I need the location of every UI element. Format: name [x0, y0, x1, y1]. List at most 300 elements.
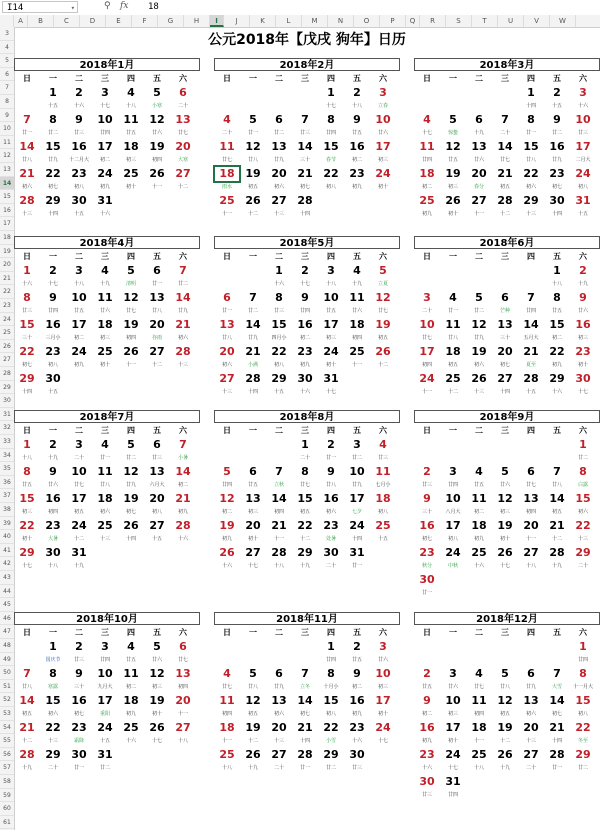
day-cell[interactable]: 10	[97, 113, 113, 126]
day-cell[interactable]: 24	[323, 345, 339, 358]
day-cell[interactable]: 23	[45, 519, 61, 532]
day-cell[interactable]: 22	[323, 721, 339, 734]
day-cell[interactable]: 9	[553, 113, 561, 126]
day-cell[interactable]: 15	[323, 140, 339, 153]
day-cell[interactable]: 28	[497, 194, 513, 207]
day-cell[interactable]: 25	[419, 194, 435, 207]
day-cell[interactable]: 28	[19, 748, 35, 761]
day-cell[interactable]: 6	[179, 640, 187, 653]
day-cell[interactable]: 21	[245, 345, 261, 358]
row-header-34[interactable]: 34	[0, 449, 14, 463]
day-cell[interactable]: 29	[297, 546, 313, 559]
day-cell[interactable]: 2	[423, 667, 431, 680]
fx-icon[interactable]: fx	[120, 1, 129, 11]
day-cell[interactable]: 5	[127, 264, 135, 277]
day-cell[interactable]: 20	[245, 519, 261, 532]
day-cell[interactable]: 28	[297, 194, 313, 207]
day-cell[interactable]: 6	[501, 291, 509, 304]
day-cell[interactable]: 23	[297, 345, 313, 358]
day-cell[interactable]: 2	[75, 86, 83, 99]
day-cell[interactable]: 28	[175, 345, 191, 358]
day-cell[interactable]: 22	[323, 167, 339, 180]
day-cell[interactable]: 27	[175, 721, 191, 734]
day-cell[interactable]: 24	[445, 748, 461, 761]
day-cell[interactable]: 2	[49, 264, 57, 277]
day-cell[interactable]: 30	[575, 372, 591, 385]
day-cell[interactable]: 29	[19, 546, 35, 559]
row-header-48[interactable]: 48	[0, 639, 14, 653]
column-header-e[interactable]: E	[106, 15, 132, 27]
day-cell[interactable]: 15	[323, 694, 339, 707]
day-cell[interactable]: 27	[523, 546, 539, 559]
day-cell[interactable]: 12	[375, 291, 391, 304]
day-cell[interactable]: 24	[71, 519, 87, 532]
day-cell[interactable]: 30	[419, 775, 435, 788]
row-header-57[interactable]: 57	[0, 761, 14, 775]
row-header-51[interactable]: 51	[0, 680, 14, 694]
day-cell[interactable]: 27	[175, 167, 191, 180]
day-cell[interactable]: 25	[375, 519, 391, 532]
day-cell[interactable]: 22	[19, 345, 35, 358]
day-cell[interactable]: 13	[149, 465, 165, 478]
day-cell[interactable]: 24	[445, 546, 461, 559]
column-header-r[interactable]: R	[420, 15, 446, 27]
day-cell[interactable]: 19	[375, 318, 391, 331]
day-cell[interactable]: 26	[471, 372, 487, 385]
day-cell[interactable]: 22	[45, 167, 61, 180]
row-header-21[interactable]: 21	[0, 272, 14, 286]
day-cell[interactable]: 19	[471, 345, 487, 358]
day-cell[interactable]: 9	[353, 113, 361, 126]
day-cell[interactable]: 1	[327, 640, 335, 653]
day-cell[interactable]: 14	[19, 140, 35, 153]
row-header-18[interactable]: 18	[0, 231, 14, 245]
day-cell[interactable]: 12	[497, 694, 513, 707]
day-cell[interactable]: 16	[419, 519, 435, 532]
day-cell[interactable]: 22	[575, 519, 591, 532]
day-cell[interactable]: 8	[23, 465, 31, 478]
row-header-27[interactable]: 27	[0, 353, 14, 367]
day-cell[interactable]: 19	[123, 492, 139, 505]
day-cell[interactable]: 11	[419, 140, 435, 153]
day-cell[interactable]: 13	[245, 492, 261, 505]
column-header-h[interactable]: H	[184, 15, 210, 27]
day-cell[interactable]: 18	[471, 721, 487, 734]
day-cell[interactable]: 20	[271, 167, 287, 180]
day-cell[interactable]: 20	[219, 345, 235, 358]
day-cell[interactable]: 1	[23, 264, 31, 277]
day-cell[interactable]: 9	[353, 667, 361, 680]
day-cell[interactable]: 15	[575, 694, 591, 707]
day-cell[interactable]: 13	[271, 140, 287, 153]
day-cell[interactable]: 23	[71, 721, 87, 734]
day-cell[interactable]: 10	[445, 492, 461, 505]
row-header-56[interactable]: 56	[0, 748, 14, 762]
column-header-s[interactable]: S	[446, 15, 472, 27]
day-cell[interactable]: 27	[245, 546, 261, 559]
day-cell[interactable]: 11	[445, 318, 461, 331]
day-cell[interactable]: 25	[349, 345, 365, 358]
row-header-6[interactable]: 6	[0, 68, 14, 82]
day-cell[interactable]: 20	[149, 492, 165, 505]
day-cell[interactable]: 29	[45, 194, 61, 207]
day-cell[interactable]: 3	[579, 86, 587, 99]
day-cell[interactable]: 8	[301, 465, 309, 478]
day-cell[interactable]: 6	[527, 667, 535, 680]
day-cell[interactable]: 10	[375, 113, 391, 126]
day-cell[interactable]: 3	[101, 640, 109, 653]
day-cell[interactable]: 9	[49, 465, 57, 478]
day-cell[interactable]: 3	[75, 264, 83, 277]
day-cell[interactable]: 5	[449, 113, 457, 126]
row-header-35[interactable]: 35	[0, 462, 14, 476]
day-cell[interactable]: 26	[375, 345, 391, 358]
day-cell[interactable]: 26	[123, 345, 139, 358]
day-cell[interactable]: 3	[423, 291, 431, 304]
day-cell[interactable]: 11	[349, 291, 365, 304]
day-cell[interactable]: 8	[275, 291, 283, 304]
day-cell[interactable]: 15	[19, 492, 35, 505]
day-cell[interactable]: 13	[471, 140, 487, 153]
day-cell[interactable]: 28	[271, 546, 287, 559]
day-cell[interactable]: 19	[497, 519, 513, 532]
day-cell[interactable]: 30	[297, 372, 313, 385]
day-cell[interactable]: 28	[19, 194, 35, 207]
day-cell[interactable]: 19	[245, 167, 261, 180]
row-header-59[interactable]: 59	[0, 789, 14, 803]
day-cell[interactable]: 21	[175, 318, 191, 331]
day-cell[interactable]: 26	[497, 546, 513, 559]
day-cell[interactable]: 11	[97, 465, 113, 478]
day-cell[interactable]: 29	[45, 748, 61, 761]
day-cell[interactable]: 3	[327, 264, 335, 277]
day-cell[interactable]: 5	[127, 438, 135, 451]
day-cell[interactable]: 23	[419, 546, 435, 559]
day-cell[interactable]: 24	[97, 167, 113, 180]
day-cell[interactable]: 14	[19, 694, 35, 707]
day-cell[interactable]: 8	[553, 291, 561, 304]
day-cell[interactable]: 24	[97, 721, 113, 734]
day-cell[interactable]: 15	[45, 140, 61, 153]
row-header-15[interactable]: 15	[0, 190, 14, 204]
row-header-7[interactable]: 7	[0, 81, 14, 95]
day-cell[interactable]: 19	[149, 694, 165, 707]
row-header-39[interactable]: 39	[0, 517, 14, 531]
row-header-54[interactable]: 54	[0, 721, 14, 735]
day-cell[interactable]: 15	[523, 140, 539, 153]
day-cell[interactable]: 23	[419, 748, 435, 761]
day-cell[interactable]: 30	[323, 546, 339, 559]
day-cell[interactable]: 22	[523, 167, 539, 180]
day-cell[interactable]: 26	[123, 519, 139, 532]
day-cell[interactable]: 10	[71, 291, 87, 304]
day-cell[interactable]: 12	[149, 113, 165, 126]
day-cell[interactable]: 7	[527, 291, 535, 304]
day-cell[interactable]: 4	[223, 113, 231, 126]
day-cell[interactable]: 16	[45, 492, 61, 505]
day-cell[interactable]: 27	[523, 748, 539, 761]
day-cell[interactable]: 1	[49, 86, 57, 99]
day-cell[interactable]: 22	[45, 721, 61, 734]
day-cell[interactable]: 15	[549, 318, 565, 331]
day-cell[interactable]: 22	[575, 721, 591, 734]
day-cell[interactable]: 13	[175, 667, 191, 680]
day-cell[interactable]: 2	[327, 438, 335, 451]
row-header-49[interactable]: 49	[0, 653, 14, 667]
day-cell[interactable]: 16	[323, 492, 339, 505]
column-header-f[interactable]: F	[132, 15, 158, 27]
day-cell[interactable]: 1	[527, 86, 535, 99]
day-cell[interactable]: 21	[297, 167, 313, 180]
row-header-46[interactable]: 46	[0, 612, 14, 626]
column-header-u[interactable]: U	[498, 15, 524, 27]
column-header-k[interactable]: K	[250, 15, 276, 27]
day-cell[interactable]: 1	[553, 264, 561, 277]
day-cell[interactable]: 24	[575, 167, 591, 180]
day-cell[interactable]: 18	[123, 140, 139, 153]
row-header-25[interactable]: 25	[0, 326, 14, 340]
day-cell[interactable]: 20	[471, 167, 487, 180]
day-cell[interactable]: 6	[223, 291, 231, 304]
row-header-3[interactable]: 3	[0, 27, 14, 41]
day-cell[interactable]: 18	[471, 519, 487, 532]
row-header-44[interactable]: 44	[0, 585, 14, 599]
day-cell[interactable]: 21	[271, 519, 287, 532]
day-cell[interactable]: 5	[249, 667, 257, 680]
name-box[interactable]	[2, 1, 78, 13]
day-cell[interactable]: 7	[301, 667, 309, 680]
day-cell[interactable]: 13	[523, 492, 539, 505]
day-cell[interactable]: 25	[123, 167, 139, 180]
day-cell[interactable]: 12	[445, 140, 461, 153]
day-cell[interactable]: 7	[553, 667, 561, 680]
row-header-13[interactable]: 13	[0, 163, 14, 177]
day-cell[interactable]: 6	[153, 438, 161, 451]
day-cell[interactable]: 10	[71, 465, 87, 478]
day-cell[interactable]: 9	[423, 694, 431, 707]
day-cell[interactable]: 26	[245, 194, 261, 207]
day-cell[interactable]: 27	[271, 748, 287, 761]
day-cell[interactable]: 30	[45, 546, 61, 559]
day-cell[interactable]: 29	[523, 194, 539, 207]
day-cell[interactable]: 31	[575, 194, 591, 207]
day-cell[interactable]: 10	[575, 113, 591, 126]
day-cell[interactable]: 8	[49, 113, 57, 126]
day-cell[interactable]: 4	[353, 264, 361, 277]
day-cell[interactable]: 14	[549, 694, 565, 707]
day-cell[interactable]: 28	[245, 372, 261, 385]
day-cell[interactable]: 9	[75, 113, 83, 126]
day-cell[interactable]: 18	[219, 721, 235, 734]
day-cell[interactable]: 19	[219, 519, 235, 532]
day-cell[interactable]: 15	[19, 318, 35, 331]
day-cell[interactable]: 13	[219, 318, 235, 331]
day-cell[interactable]: 25	[219, 748, 235, 761]
day-cell[interactable]: 28	[523, 372, 539, 385]
day-cell[interactable]: 6	[475, 113, 483, 126]
day-cell[interactable]: 16	[349, 694, 365, 707]
day-cell[interactable]: 28	[549, 546, 565, 559]
day-cell[interactable]: 2	[353, 86, 361, 99]
column-header-a[interactable]: A	[14, 15, 28, 27]
day-cell[interactable]: 21	[497, 167, 513, 180]
row-header-17[interactable]: 17	[0, 217, 14, 231]
day-cell[interactable]: 11	[97, 291, 113, 304]
day-cell[interactable]: 20	[175, 694, 191, 707]
day-cell[interactable]: 3	[379, 86, 387, 99]
day-cell[interactable]: 10	[445, 694, 461, 707]
day-cell[interactable]: 12	[219, 492, 235, 505]
day-cell[interactable]: 6	[275, 667, 283, 680]
day-cell[interactable]: 18	[419, 167, 435, 180]
day-cell[interactable]: 13	[175, 113, 191, 126]
day-cell[interactable]: 23	[575, 345, 591, 358]
day-cell[interactable]: 25	[123, 721, 139, 734]
day-cell[interactable]: 5	[153, 86, 161, 99]
day-cell[interactable]: 12	[245, 694, 261, 707]
day-cell[interactable]: 7	[501, 113, 509, 126]
day-cell[interactable]: 18	[97, 318, 113, 331]
row-header-29[interactable]: 29	[0, 381, 14, 395]
day-cell[interactable]: 3	[353, 438, 361, 451]
day-cell[interactable]: 17	[375, 140, 391, 153]
day-cell[interactable]: 3	[101, 86, 109, 99]
day-cell[interactable]: 1	[275, 264, 283, 277]
day-cell[interactable]: 14	[497, 140, 513, 153]
day-cell[interactable]: 7	[179, 264, 187, 277]
select-all-corner[interactable]	[0, 15, 14, 27]
row-header-55[interactable]: 55	[0, 734, 14, 748]
day-cell[interactable]: 3	[449, 465, 457, 478]
day-cell[interactable]: 16	[549, 140, 565, 153]
magnifier-icon[interactable]: ⚲	[104, 1, 111, 11]
day-cell[interactable]: 17	[349, 492, 365, 505]
day-cell[interactable]: 25	[471, 748, 487, 761]
day-cell[interactable]: 16	[45, 318, 61, 331]
day-cell[interactable]: 1	[327, 86, 335, 99]
day-cell[interactable]: 31	[323, 372, 339, 385]
row-header-53[interactable]: 53	[0, 707, 14, 721]
day-cell[interactable]: 27	[149, 345, 165, 358]
day-cell[interactable]: 3	[379, 640, 387, 653]
day-cell[interactable]: 28	[297, 748, 313, 761]
day-cell[interactable]: 21	[19, 721, 35, 734]
row-header-30[interactable]: 30	[0, 394, 14, 408]
day-cell[interactable]: 2	[579, 264, 587, 277]
day-cell[interactable]: 2	[301, 264, 309, 277]
formula-input[interactable]: 18	[148, 2, 159, 12]
row-header-45[interactable]: 45	[0, 598, 14, 612]
day-cell[interactable]: 24	[71, 345, 87, 358]
day-cell[interactable]: 20	[523, 721, 539, 734]
day-cell[interactable]: 20	[497, 345, 513, 358]
row-header-47[interactable]: 47	[0, 625, 14, 639]
column-header-o[interactable]: O	[354, 15, 380, 27]
day-cell[interactable]: 17	[445, 519, 461, 532]
day-cell[interactable]: 7	[23, 667, 31, 680]
day-cell[interactable]: 7	[179, 438, 187, 451]
day-cell[interactable]: 11	[219, 140, 235, 153]
day-cell[interactable]: 15	[575, 492, 591, 505]
day-cell[interactable]: 29	[19, 372, 35, 385]
day-cell[interactable]: 3	[75, 438, 83, 451]
day-cell[interactable]: 29	[271, 372, 287, 385]
day-cell[interactable]: 8	[327, 113, 335, 126]
day-cell[interactable]: 21	[549, 721, 565, 734]
day-cell[interactable]: 17	[71, 318, 87, 331]
day-cell[interactable]: 28	[175, 519, 191, 532]
day-cell[interactable]: 26	[497, 748, 513, 761]
day-cell[interactable]: 8	[327, 667, 335, 680]
column-header-m[interactable]: M	[302, 15, 328, 27]
column-header-p[interactable]: P	[380, 15, 406, 27]
day-cell[interactable]: 11	[471, 694, 487, 707]
row-header-31[interactable]: 31	[0, 408, 14, 422]
day-cell[interactable]: 31	[445, 775, 461, 788]
day-cell[interactable]: 12	[149, 667, 165, 680]
day-cell[interactable]: 21	[19, 167, 35, 180]
day-cell[interactable]: 30	[45, 372, 61, 385]
day-cell[interactable]: 9	[579, 291, 587, 304]
day-cell[interactable]: 17	[375, 694, 391, 707]
day-cell[interactable]: 11	[375, 465, 391, 478]
day-cell[interactable]: 9	[49, 291, 57, 304]
day-cell[interactable]: 30	[349, 748, 365, 761]
day-cell[interactable]: 30	[71, 748, 87, 761]
day-cell[interactable]: 7	[301, 113, 309, 126]
day-cell[interactable]: 27	[497, 372, 513, 385]
row-header-42[interactable]: 42	[0, 557, 14, 571]
day-cell[interactable]: 6	[275, 113, 283, 126]
day-cell[interactable]: 26	[149, 167, 165, 180]
row-header-22[interactable]: 22	[0, 285, 14, 299]
day-cell[interactable]: 21	[549, 519, 565, 532]
active-cell-selection[interactable]	[213, 165, 241, 183]
day-cell[interactable]: 25	[445, 372, 461, 385]
day-cell[interactable]: 15	[45, 694, 61, 707]
day-cell[interactable]: 23	[71, 167, 87, 180]
day-cell[interactable]: 17	[97, 140, 113, 153]
row-header-9[interactable]: 9	[0, 109, 14, 123]
row-header-38[interactable]: 38	[0, 503, 14, 517]
day-cell[interactable]: 2	[353, 640, 361, 653]
day-cell[interactable]: 23	[323, 519, 339, 532]
day-cell[interactable]: 10	[375, 667, 391, 680]
day-cell[interactable]: 1	[579, 640, 587, 653]
day-cell[interactable]: 10	[323, 291, 339, 304]
day-cell[interactable]: 22	[297, 519, 313, 532]
day-cell[interactable]: 2	[49, 438, 57, 451]
day-cell[interactable]: 31	[97, 748, 113, 761]
day-cell[interactable]: 12	[471, 318, 487, 331]
day-cell[interactable]: 11	[123, 113, 139, 126]
day-cell[interactable]: 16	[71, 140, 87, 153]
day-cell[interactable]: 9	[423, 492, 431, 505]
day-cell[interactable]: 11	[219, 694, 235, 707]
day-cell[interactable]: 7	[249, 291, 257, 304]
row-header-40[interactable]: 40	[0, 530, 14, 544]
day-cell[interactable]: 16	[349, 140, 365, 153]
column-header-v[interactable]: V	[524, 15, 550, 27]
row-header-41[interactable]: 41	[0, 544, 14, 558]
day-cell[interactable]: 11	[471, 492, 487, 505]
day-cell[interactable]: 7	[553, 465, 561, 478]
day-cell[interactable]: 18	[123, 694, 139, 707]
day-cell[interactable]: 14	[245, 318, 261, 331]
day-cell[interactable]: 13	[497, 318, 513, 331]
day-cell[interactable]: 1	[579, 438, 587, 451]
day-cell[interactable]: 4	[379, 438, 387, 451]
